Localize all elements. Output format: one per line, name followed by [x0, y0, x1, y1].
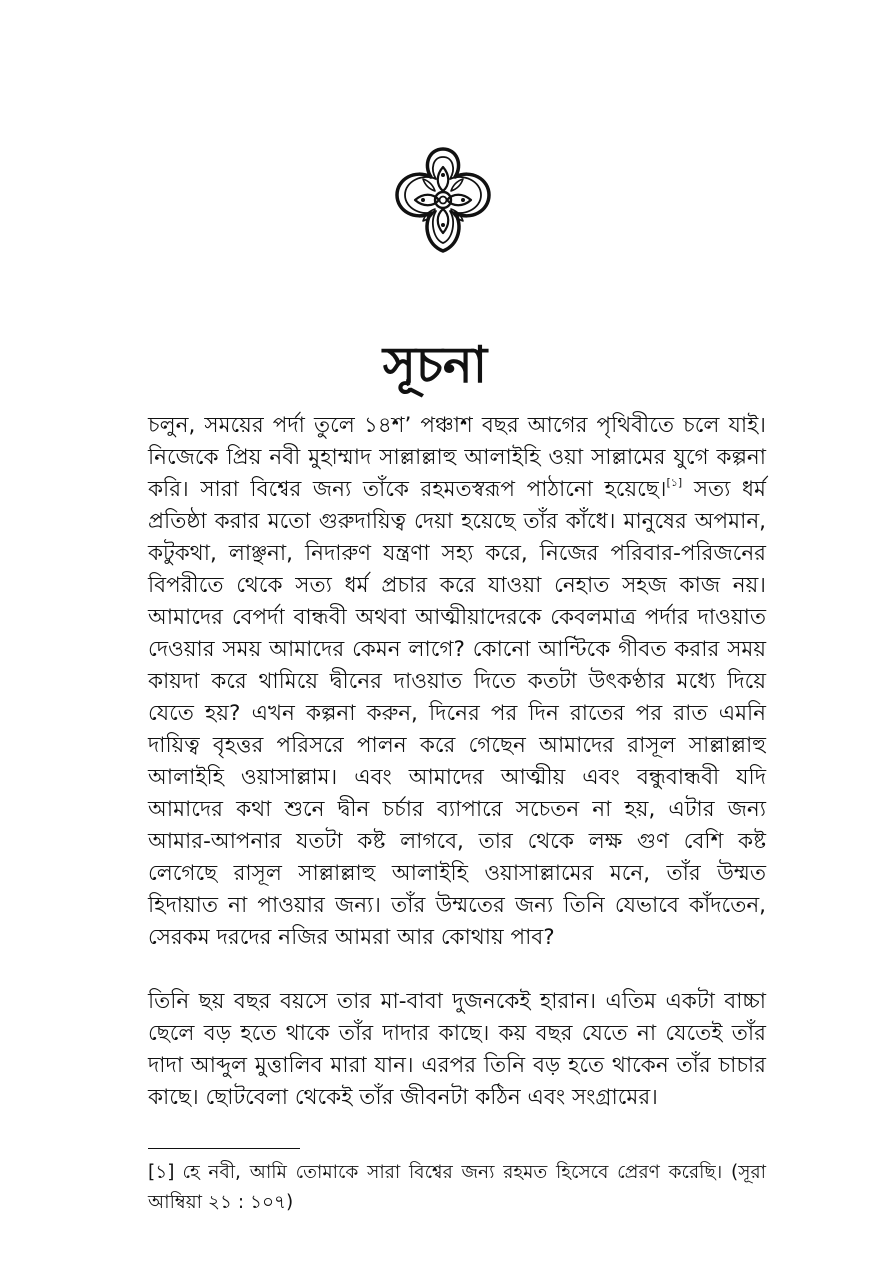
- paragraph-text-part-2: সত্য ধর্ম প্রতিষ্ঠা করার মতো গুরুদায়িত্ব দেয়া হয়েছে তাঁর কাঁধে। মানুষের অপমান, কটুকথা, লাঞ্ছনা, নিদারুণ যন্ত্রণা সহ্য করে, নিজের পরিবার-পরিজনের বিপরীতে থেকে সত্য ধর্ম প্রচার করে যাওয়া নেহাত সহজ কাজ নয়। আমাদের বেপর্দা বান্ধবী অথবা আত্মীয়াদেরকে কেবলমাত্র পর্দার দাওয়াত দেওয়ার সময় আমাদের কেমন লাগে? কোনো আন্টিকে গীবত করার সময় কায়দা করে থামিয়ে দ্বীনের দাওয়াত দিতে কতটা উৎকণ্ঠার মধ্যে দিয়ে যেতে হয়? এখন কল্পনা করুন, দিনের পর দিন রাতের পর রাত এমনি দায়িত্ব বৃহত্তর পরিসরে পালন করে গেছেন আমাদের রাসূল সাল্লাল্লাহু আলাইহি ওয়াসাল্লাম। এবং আমাদের আত্মীয় এবং বন্ধুবান্ধবী যদি আমাদের কথা শুনে দ্বীন চর্চার ব্যাপারে সচেতন না হয়, এটার জন্য আমার-আপনার যতটা কষ্ট লাগবে, তার থেকে লক্ষ গুণ বেশি কষ্ট লেগেছে রাসূল সাল্লাল্লাহু আলাইহি ওয়াসাল্লামের মনে, তাঁর উম্মত হিদায়াত না পাওয়ার জন্য। তাঁর উম্মতের জন্য তিনি যেভাবে কাঁদতেন, সেরকম দরদের নজির আমরা আর কোথায় পাব?: [148, 477, 766, 950]
- footnote-reference[interactable]: [১]: [666, 476, 683, 489]
- footnote: [148, 1158, 766, 1218]
- intro-paragraph-1: [148, 410, 766, 954]
- footnote-divider: [148, 1148, 300, 1149]
- chapter-title: সূচনা: [382, 336, 488, 394]
- intro-paragraph-2: তিনি ছয় বছর বয়সে তার মা-বাবা দুজনকেই হারান। এতিম একটা বাচ্চা ছেলে বড় হতে থাকে তাঁর দাদার কাছে। কয় বছর যেতে না যেতেই তাঁর দাদা আব্দুল মুত্তালিব মারা যান। এরপর তিনি বড় হতে থাকেন তাঁর চাচার কাছে। ছোটবেলা থেকেই তাঁর জীবনটা কঠিন এবং সংগ্রামের।: [148, 989, 766, 1110]
- floral-ornament-icon: [393, 145, 493, 255]
- footnote-marker: [১]: [148, 1162, 175, 1183]
- paragraph-text-part-1: চলুন, সময়ের পর্দা তুলে ১৪শ’ পঞ্চাশ বছর আগের পৃথিবীতে চলে যাই। নিজেকে প্রিয় নবী মুহাম্মাদ সাল্লাল্লাহু আলাইহি ওয়া সাল্লামের যুগে কল্পনা করি। সারা বিশ্বের জন্য তাঁকে রহমতস্বরূপ পাঠানো হয়েছে।: [148, 413, 766, 502]
- footnote-text: হে নবী, আমি তোমাকে সারা বিশ্বের জন্য রহমত হিসেবে প্রেরণ করেছি। (সূরা আম্বিয়া ২১ : ১০৭): [148, 1162, 766, 1213]
